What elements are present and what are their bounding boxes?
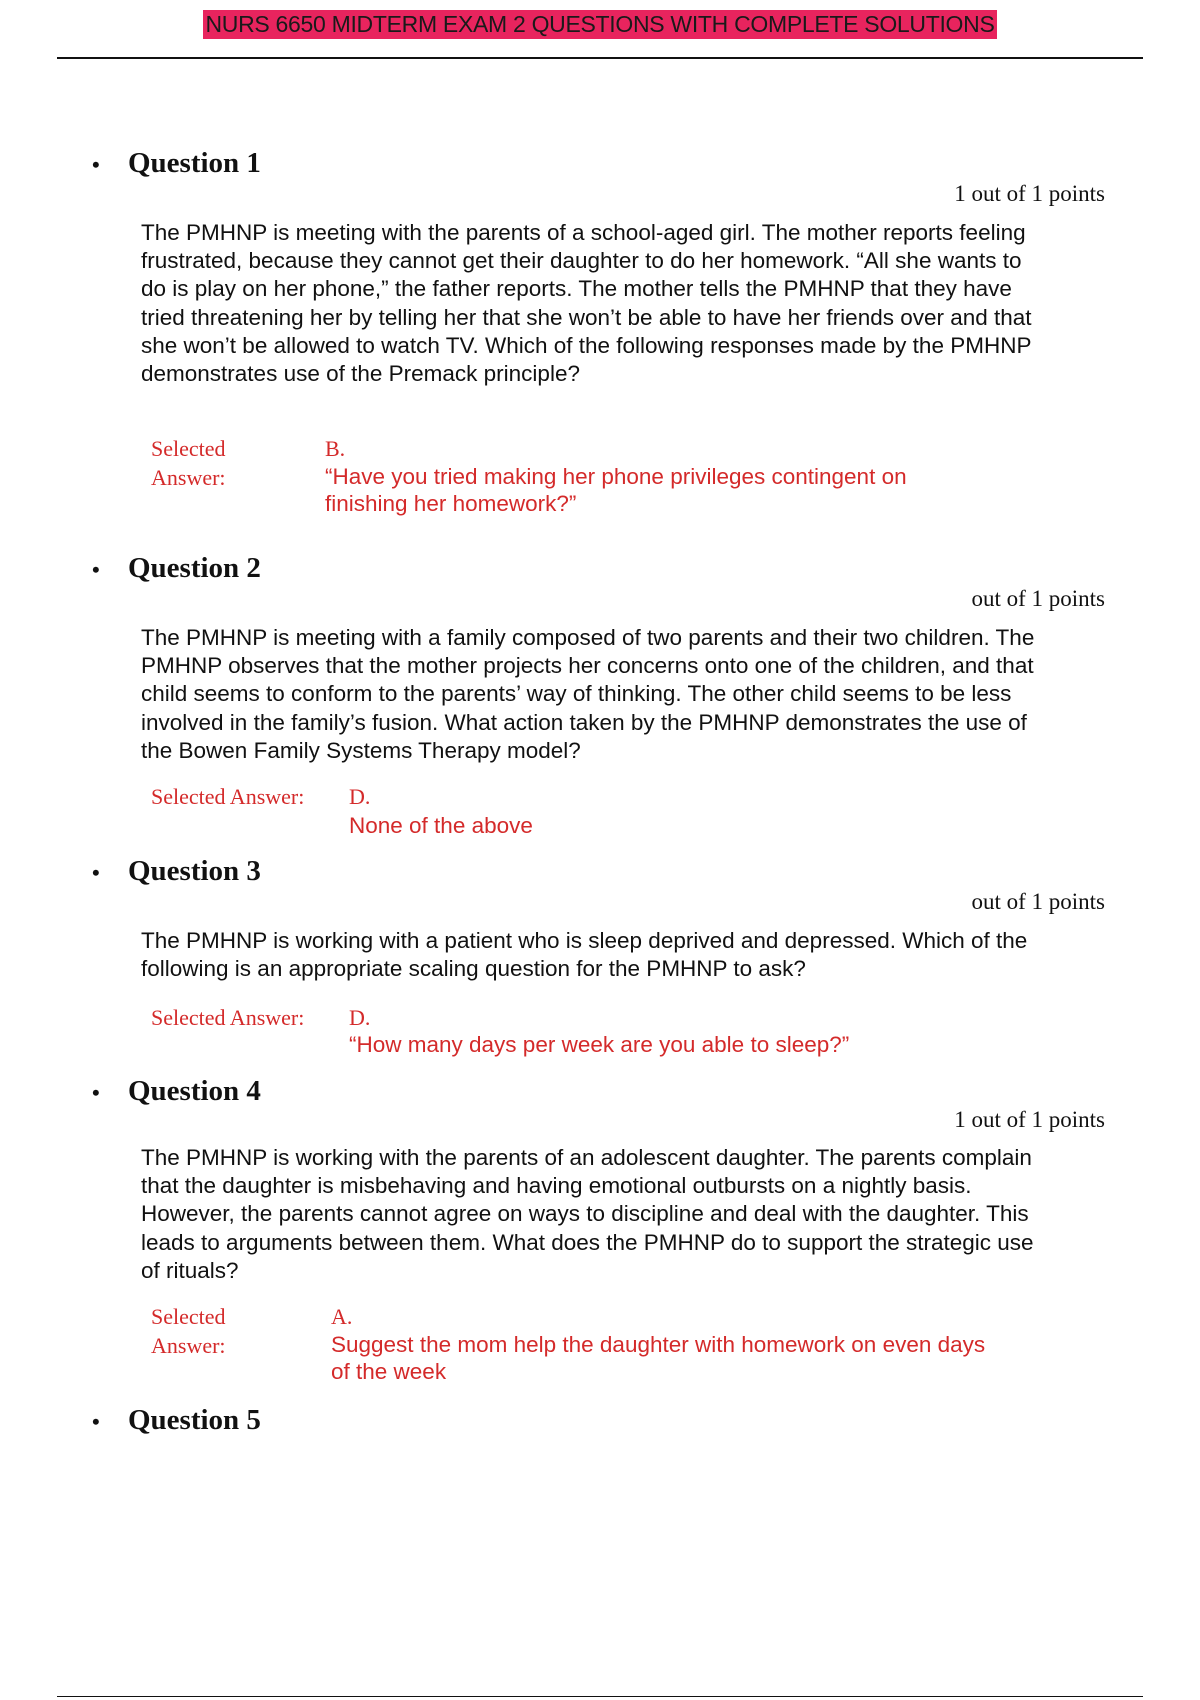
answer-letter: B. xyxy=(325,436,346,461)
question-title: Question 1 xyxy=(128,147,261,179)
selected-answer-text: “Have you tried making her phone privileges contingent on finishing her homework?” xyxy=(325,464,907,516)
question-text: The PMHNP is meeting with the parents of a school-aged girl. The mother reports feeling frustrated, because they cannot get their daughter to do her homework. “All she wants to do is play on her phone,” the father reports. The mother tells the PMHNP that they have tried threatening her by telling her that she won’t be able to have her friends over and that she won’t be allowed to watch TV. Which of the following responses made by the PMHNP demonstrates use of the Premack principle? xyxy=(141,220,1032,387)
question-title: Question 4 xyxy=(128,1075,261,1107)
selected-answer-text: Suggest the mom help the daughter with homework on even days of the week xyxy=(331,1332,986,1384)
question-points: 1 out of 1 points xyxy=(954,181,1105,206)
bullet-icon: • xyxy=(92,1409,100,1434)
question-text: The PMHNP is meeting with a family composed of two parents and their two children. The PMHNP observes that the mother projects her concerns onto one of the children, and that child seems to conform to the parents’ way of thinking. The other child seems to be less involved in the family’s fusion. What action taken by the PMHNP demonstrates the use of the Bowen Family Systems Therapy model? xyxy=(141,625,1035,763)
selected-answer-text: “How many days per week are you able to sleep?” xyxy=(349,1032,850,1057)
document-title: NURS 6650 MIDTERM EXAM 2 QUESTIONS WITH COMPLETE SOLUTIONS xyxy=(205,11,995,37)
header-divider xyxy=(57,57,1143,59)
footer-divider xyxy=(57,1696,1143,1697)
question-text: The PMHNP is working with a patient who is sleep deprived and depressed. Which of the following is an appropriate scaling question for the PMHNP to ask? xyxy=(141,928,1028,982)
question-points: out of 1 points xyxy=(971,586,1105,611)
bullet-icon: • xyxy=(92,860,100,885)
question-heading xyxy=(92,1073,261,1111)
question-points: 1 out of 1 points xyxy=(954,1107,1105,1132)
question-title: Question 5 xyxy=(128,1404,261,1436)
document-header xyxy=(0,10,1200,39)
selected-answer-label: Selected Answer: xyxy=(151,1304,226,1358)
question-title: Question 2 xyxy=(128,552,261,584)
bullet-icon: • xyxy=(92,152,100,177)
question-title: Question 3 xyxy=(128,855,261,887)
bullet-icon: • xyxy=(92,1080,100,1105)
selected-answer-label: Selected Answer: xyxy=(151,436,226,490)
answer-letter: D. xyxy=(349,1005,371,1030)
question-text: The PMHNP is working with the parents of an adolescent daughter. The parents complain that the daughter is misbehaving and having emotional outbursts on a nightly basis. However, the parents cannot agree on ways to discipline and deal with the daughter. This leads to arguments between them. What does the PMHNP do to support the strategic use of rituals? xyxy=(141,1145,1034,1283)
answer-letter: D. xyxy=(349,784,371,809)
selected-answer-label: Selected Answer: xyxy=(151,784,305,809)
question-heading xyxy=(92,145,261,183)
selected-answer-label: Selected Answer: xyxy=(151,1005,305,1030)
question-points: out of 1 points xyxy=(971,889,1105,914)
selected-answer-text: None of the above xyxy=(349,813,533,838)
question-heading xyxy=(92,550,261,588)
bullet-icon: • xyxy=(92,557,100,582)
answer-letter: A. xyxy=(331,1304,353,1329)
question-heading xyxy=(92,1402,261,1440)
question-heading xyxy=(92,853,261,891)
